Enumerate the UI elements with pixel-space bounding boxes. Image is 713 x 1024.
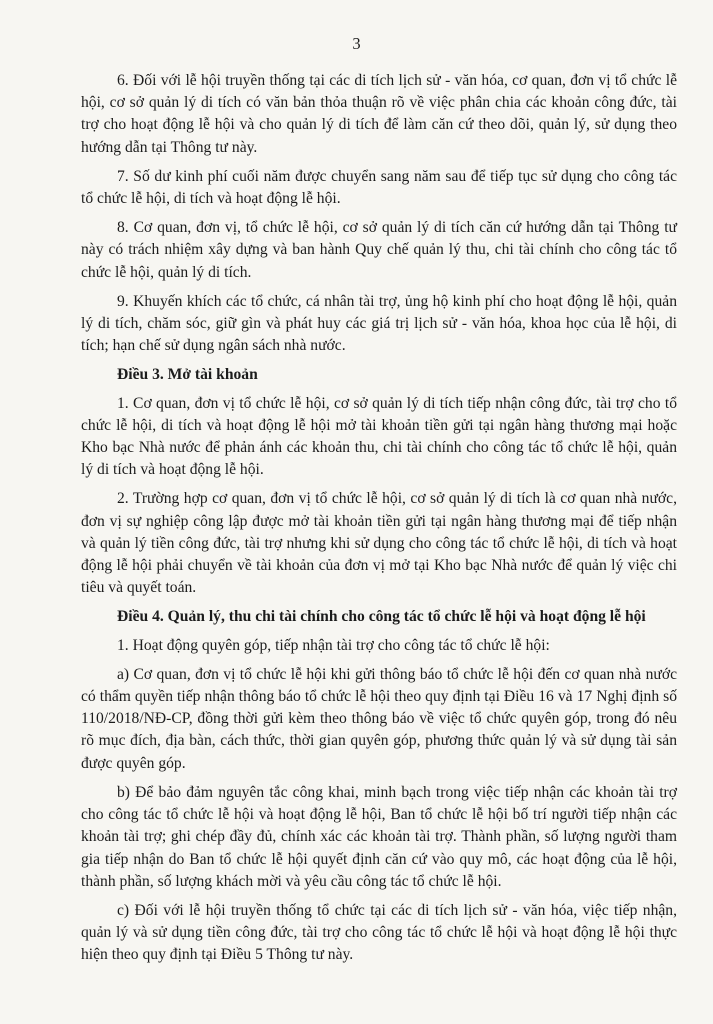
paragraph-8: 8. Cơ quan, đơn vị, tổ chức lễ hội, cơ sở quản lý di tích căn cứ hướng dẫn tại Thông tư này có trách nhiệm xây dựng và ban hành Quy chế quản lý thu, chi tài chính cho công tác tổ chức lễ hội, quản lý di tích. — [81, 219, 677, 281]
article-4-clause-1a: a) Cơ quan, đơn vị tổ chức lễ hội khi gửi thông báo tổ chức lễ hội đến cơ quan nhà nước có thẩm quyền tiếp nhận thông báo tổ chức lễ hội theo quy định tại Điều 16 và 17 Nghị định số 110/2018/NĐ-CP, đồng thời gửi kèm theo thông báo về việc tổ chức quyên góp, trong đó nêu rõ mục đích, địa bàn, cách thức, thời gian quyên góp, phương thức quản lý và sử dụng tài sản được quyên góp. — [81, 665, 677, 772]
article-4-clause-1b: b) Để bảo đảm nguyên tắc công khai, minh bạch trong việc tiếp nhận các khoản tài trợ cho công tác tổ chức lễ hội và hoạt động lễ hội, Ban tổ chức lễ hội bố trí người tiếp nhận các khoản tài trợ; ghi chép đầy đủ, chính xác các khoản tài trợ. Thành phần, số lượng người tham gia tiếp nhận do Ban tổ chức lễ hội quyết định căn cứ vào quy mô, các hoạt động của lễ hội, thành phần, số lượng khách mời và yêu cầu công tác tổ chức lễ hội. — [81, 783, 677, 890]
page-number: 3 — [352, 34, 361, 53]
article-4-clause-1c: c) Đối với lễ hội truyền thống tổ chức tại các di tích lịch sử - văn hóa, việc tiếp nhận, quản lý và sử dụng tiền công đức, tài trợ cho công tác tổ chức lễ hội và hoạt động lễ hội thực hiện theo quy định tại Điều 5 Thông tư này. — [81, 901, 677, 964]
article-3-heading: Điều 3. Mở tài khoản — [117, 366, 258, 384]
article-3-clause-1: 1. Cơ quan, đơn vị tổ chức lễ hội, cơ sở quản lý di tích tiếp nhận công đức, tài trợ cho tổ chức lễ hội, di tích và hoạt động lễ hội mở tài khoản tiền gửi tại ngân hàng thương mại hoặc Kho bạc Nhà nước để phản ánh các khoản thu, chi tài chính cho công tác tổ chức lễ hội, quản lý di tích và hoạt động lễ hội. — [81, 394, 677, 479]
paragraph-6: 6. Đối với lễ hội truyền thống tại các di tích lịch sử - văn hóa, cơ quan, đơn vị tổ chức lễ hội, cơ sở quản lý di tích có văn bản thỏa thuận rõ về việc phân chia các khoản công đức, tài trợ cho hoạt động lễ hội và cho quản lý di tích để làm căn cứ theo dõi, quản lý, sử dụng theo hướng dẫn tại Thông tư này. — [81, 72, 677, 156]
document-body — [81, 70, 677, 974]
article-3-clause-2: 2. Trường hợp cơ quan, đơn vị tổ chức lễ hội, cơ sở quản lý di tích là cơ quan nhà nước, đơn vị sự nghiệp công lập được mở tài khoản tiền gửi tại ngân hàng thương mại để tiếp nhận và quản lý tiền công đức, tài trợ nhưng khi sử dụng cho công tác tổ chức lễ hội, di tích và hoạt động lễ hội phải chuyển về tài khoản của đơn vị mở tại Kho bạc Nhà nước để quản lý việc chi tiêu và quyết toán. — [81, 490, 677, 597]
paragraph-7: 7. Số dư kinh phí cuối năm được chuyển sang năm sau để tiếp tục sử dụng cho công tác tổ chức lễ hội, di tích và hoạt động lễ hội. — [81, 167, 677, 208]
article-4-clause-1: 1. Hoạt động quyên góp, tiếp nhận tài trợ cho công tác tổ chức lễ hội: — [117, 636, 550, 654]
paragraph-9: 9. Khuyến khích các tổ chức, cá nhân tài trợ, ủng hộ kinh phí cho hoạt động lễ hội, quản lý di tích, chăm sóc, giữ gìn và phát huy các giá trị lịch sử - văn hóa, khoa học của lễ hội, di tích; hạn chế sử dụng ngân sách nhà nước. — [81, 292, 677, 355]
article-4-heading: Điều 4. Quản lý, thu chi tài chính cho công tác tổ chức lễ hội và hoạt động lễ hội — [117, 608, 646, 626]
